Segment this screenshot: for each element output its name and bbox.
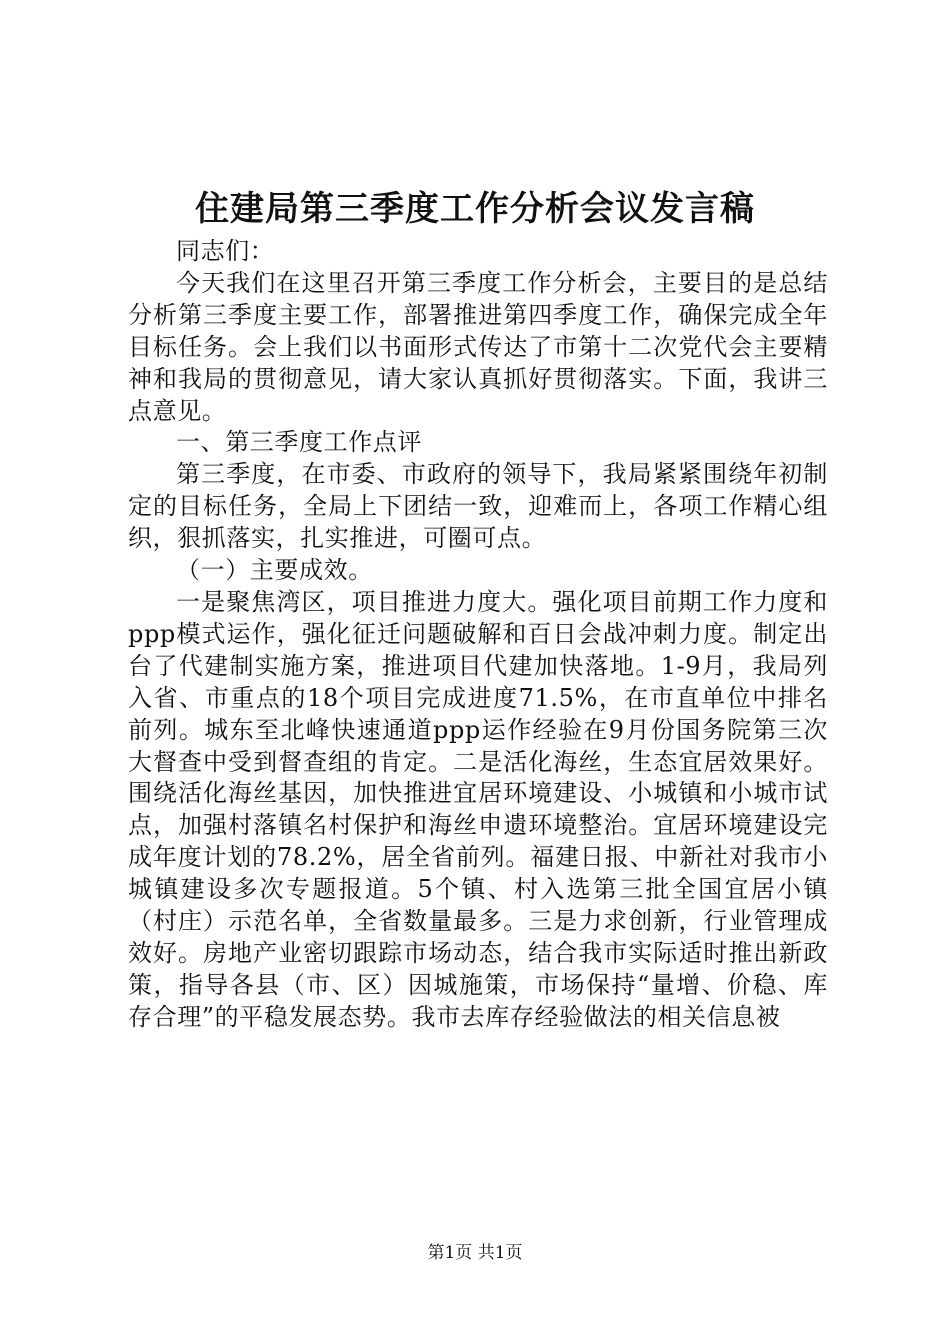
intro-paragraph: 今天我们在这里召开第三季度工作分析会，主要目的是总结分析第三季度主要工作，部署推进第四季度工作，确保完成全年目标任务。会上我们以书面形式传达了市第十二次党代会主要精神和我局的贯彻意见，请大家认真抓好贯彻落实。下面，我讲三点意见。 [128, 268, 828, 425]
salutation-paragraph: 同志们： [176, 237, 275, 265]
review-paragraph: 第三季度，在市委、市政府的领导下，我局紧紧围绕年初制定的目标任务，全局上下团结一致，迎难而上，各项工作精心组织，狠抓落实，扎实推进，可圈可点。 [128, 460, 828, 553]
section-heading: 一、第三季度工作点评 [176, 428, 422, 457]
page-footer: 第1页 共1页 [427, 1243, 523, 1263]
subsection-heading: （一）主要成效。 [176, 556, 373, 585]
achievements-paragraph: 一是聚焦湾区，项目推进力度大。强化项目前期工作力度和ppp模式运作，强化征迁问题破解和百日会战冲刺力度。制定出台了代建制实施方案，推进项目代建加快落地。1-9月，我局列入省、市重点的18个项目完成进度71.5%，在市直单位中排名前列。城东至北峰快速通道ppp运作经验在9月份国务院第三次大督查中受到督查组的肯定。二是活化海丝，生态宜居效果好。围绕活化海丝基因，加快推进宜居环境建设、小城镇和小城市试点，加强村落镇名村保护和海丝申遗环境整治。宜居环境建设完成年度计划的78.2%，居全省前列。福建日报、中新社对我市小城镇建设多次专题报道。5个镇、村入选第三批全国宜居小镇（村庄）示范名单，全省数量最多。三是力求创新，行业管理成效好。房地产业密切跟踪市场动态，结合我市实际适时推出新政策，指导各县（市、区）因城施策，市场保持“量增、价稳、库存合理”的平稳发展态势。我市去库存经验做法的相关信息被 [128, 587, 828, 1031]
document-title: 住建局第三季度工作分析会议发言稿 [195, 189, 755, 229]
document-body [128, 236, 828, 1034]
